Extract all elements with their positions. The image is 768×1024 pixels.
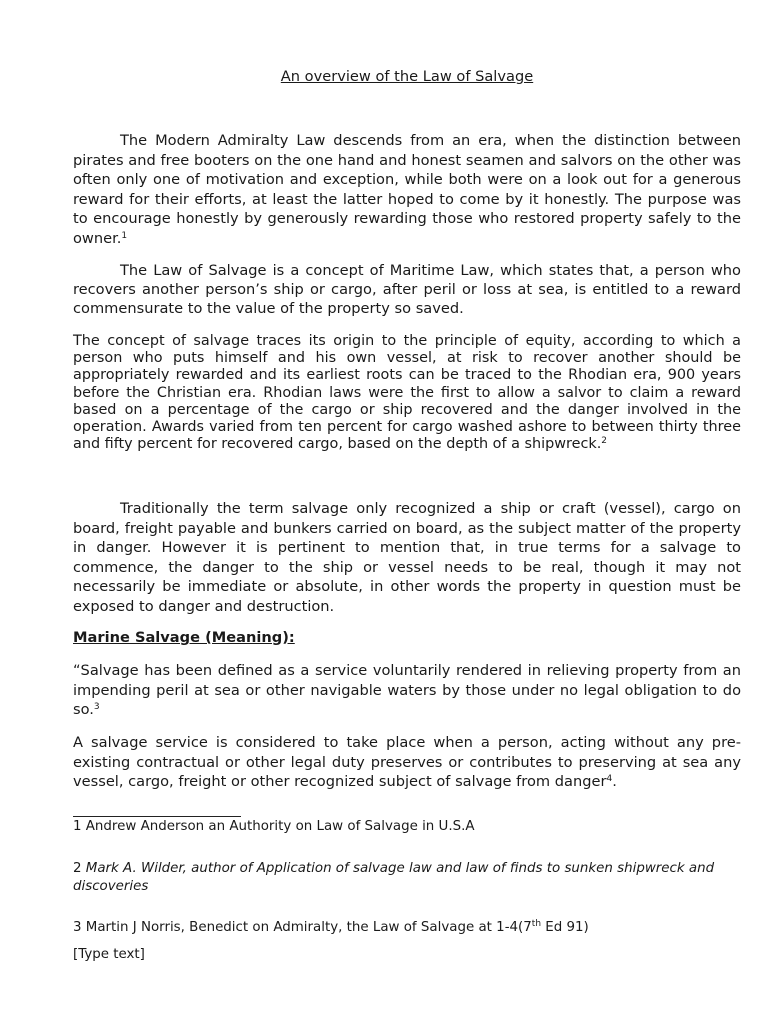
paragraph-service-text: A salvage service is considered to take place when a person, acting without any pre-existing contractual or other legal duty preserves or contributes to preserving at sea any vessel, cargo, freight or other recognized subject of salvage from danger (73, 734, 741, 791)
footnote-2 (73, 860, 741, 896)
paragraph-service-end: . (612, 773, 617, 791)
document-title: An overview of the Law of Salvage (280, 68, 534, 85)
paragraph-definition (73, 261, 741, 318)
footnote-3-text: 3 Martin J Norris, Benedict on Admiralty, the Law of Salvage at 1-4(7 (73, 920, 532, 935)
section-heading: Marine Salvage (Meaning): (73, 629, 295, 646)
paragraph-origin-text: The concept of salvage traces its origin to the principle of equity, according to which a person who puts himself and his own vessel, at risk to recover another should be appropriately rewarded and its earliest roots can be traced to the Rhodian era, 900 years before the Christian era. Rhodian laws were the first to allow a salvor to claim a reward based on a percentage of the cargo or ship recovered and the danger involved in the operation. Awards varied from ten percent for cargo washed ashore to between thirty three and fifty percent for recovered cargo, based on the depth of a shipwreck. (73, 333, 741, 453)
paragraph-tradition-text: Traditionally the term salvage only recognized a ship or craft (vessel), cargo on board, freight payable and bunkers carried on board, as the subject matter of the property in danger. However it is pertinent to mention that, in true terms for a salvage to commence, the danger to the ship or vessel needs to be real, though it may not necessarily be immediate or absolute, in other words the property in question must be exposed to danger and destruction. (73, 500, 741, 615)
footnote-ref-3: 3 (93, 702, 100, 713)
footnote-1: 1 Andrew Anderson an Authority on Law of Salvage in U.S.A (73, 819, 475, 834)
paragraph-intro (73, 131, 741, 249)
footnote-ref-4: 4 (606, 774, 613, 785)
footnote-3 (73, 919, 741, 937)
footnote-2-number: 2 (73, 861, 86, 876)
paragraph-service (73, 733, 741, 792)
footer-placeholder-text[interactable]: [Type text] (73, 947, 145, 962)
footnote-2-text: Mark A. Wilder, author of Application of salvage law and law of finds to sunken shipwreck and discoveries (73, 861, 715, 894)
paragraph-tradition (73, 499, 741, 617)
footnote-ref-2: 2 (601, 436, 608, 447)
footnote-3-tail: Ed 91) (541, 920, 589, 935)
footnote-ref-1: 1 (121, 230, 128, 241)
paragraph-origin (73, 333, 741, 453)
paragraph-intro-text: The Modern Admiralty Law descends from an era, when the distinction between pirates and free booters on the one hand and honest seamen and salvors on the other was often only one of motivation and exception, while both were on a look out for a generous reward for their efforts, at least the latter hoped to come by it honestly. The purpose was to encourage honestly by generously rewarding those who restored property safely to the owner. (73, 132, 741, 247)
paragraph-definition-text: The Law of Salvage is a concept of Maritime Law, which states that, a person who recovers another person’s ship or cargo, after peril or loss at sea, is entitled to a reward commensurate to the value of the property so saved. (73, 262, 741, 317)
footnote-separator (73, 816, 241, 817)
footnote-3-superscript: th (531, 919, 542, 929)
paragraph-meaning (73, 661, 741, 720)
paragraph-meaning-text: “Salvage has been defined as a service voluntarily rendered in relieving property from an impending peril at sea or other navigable waters by those under no legal obligation to do so. (73, 662, 741, 719)
